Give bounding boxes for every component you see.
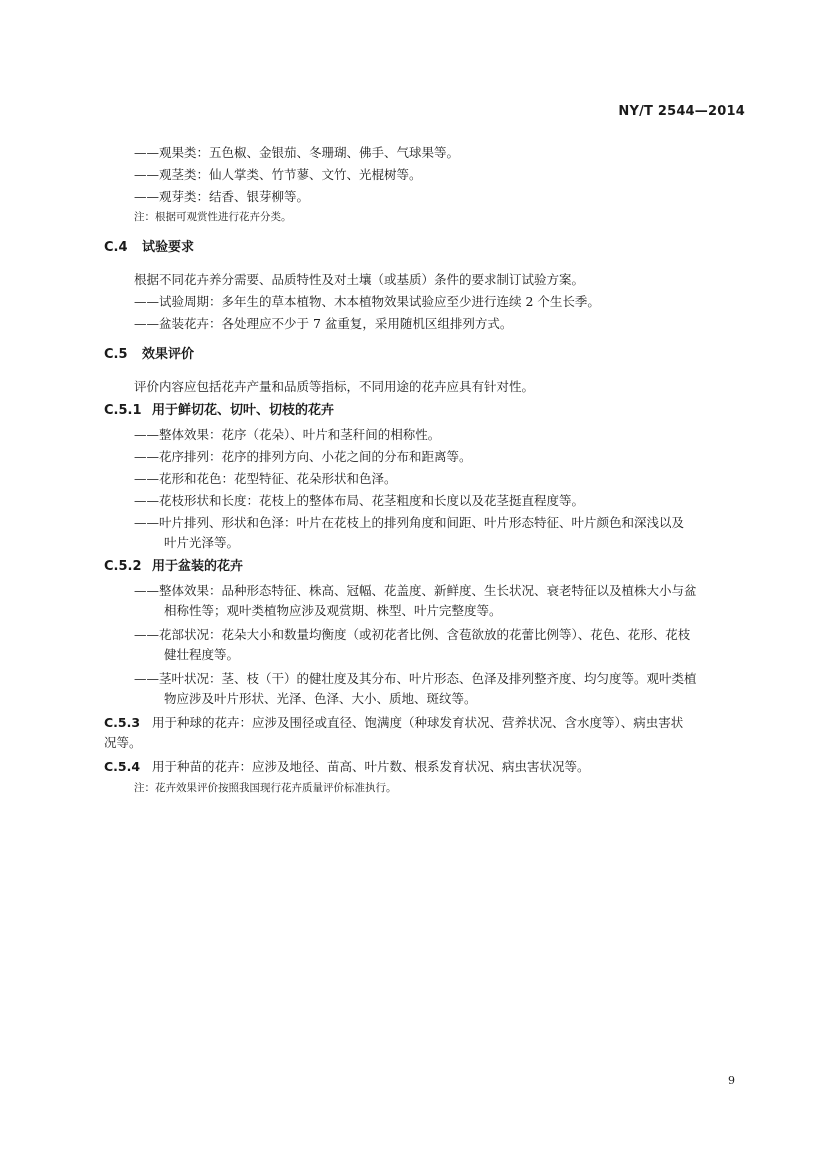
section-text: 用于种球的花卉：应涉及围径或直径、饱满度（种球发育状况、营养状况、含水度等）、病虫害状 (152, 715, 684, 730)
list-item: ——试验周期：多年生的草本植物、木本植物效果试验应至少进行连续 2 个生长季。 (134, 294, 600, 309)
section-title: 试验要求 (142, 240, 195, 255)
note: 注：根据可观赏性进行花卉分类。 (134, 211, 292, 223)
section-heading-c4 (104, 240, 194, 256)
paragraph: 根据不同花卉养分需要、品质特性及对土壤（或基质）条件的要求制订试验方案。 (134, 272, 585, 287)
list-item: ——茎叶状况：茎、枝（干）的健壮度及其分布、叶片形态、色泽及排列整齐度、均匀度等。观叶类植 (134, 671, 697, 686)
list-item: ——整体效果：花序（花朵）、叶片和茎秆间的相称性。 (134, 427, 441, 442)
section-number: C.5.3 (104, 715, 141, 730)
list-item: ——花序排列：花序的排列方向、小花之间的分布和距离等。 (134, 449, 472, 464)
list-item: ——观果类：五色椒、金银茄、冬珊瑚、佛手、气球果等。 (134, 145, 460, 160)
list-item: ——花部状况：花朵大小和数量均衡度（或初花者比例、含苞欲放的花蕾比例等）、花色、花形、花枝 (134, 627, 691, 642)
section-number: C.5.4 (104, 759, 141, 774)
note: 注：花卉效果评价按照我国现行花卉质量评价标准执行。 (134, 782, 397, 794)
list-item: ——叶片排列、形状和色泽：叶片在花枝上的排列角度和间距、叶片形态特征、叶片颜色和深浅以及 (134, 515, 685, 530)
paragraph: 评价内容应包括花卉产量和品质等指标，不同用途的花卉应具有针对性。 (134, 379, 535, 394)
list-item: ——观芽类：结香、银芽柳等。 (134, 189, 310, 204)
section-text: 用于种苗的花卉：应涉及地径、苗高、叶片数、根系发育状况、病虫害状况等。 (152, 759, 590, 774)
section-number: C.4 (104, 240, 128, 255)
list-item-continuation: 健壮程度等。 (164, 647, 240, 662)
section-heading-c5 (104, 347, 194, 363)
list-item-continuation: 物应涉及叶片形状、光泽、色泽、大小、质地、斑纹等。 (164, 691, 477, 706)
list-item: ——花枝形状和长度：花枝上的整体布局、花茎粗度和长度以及花茎挺直程度等。 (134, 493, 585, 508)
list-item: ——盆装花卉：各处理应不少于 7 盆重复，采用随机区组排列方式。 (134, 316, 513, 331)
section-title: 用于鲜切花、切叶、切枝的花卉 (152, 403, 335, 418)
list-item-continuation: 相称性等；观叶类植物应涉及观赏期、株型、叶片完整度等。 (164, 603, 502, 618)
list-item-continuation: 叶片光泽等。 (164, 535, 240, 550)
section-heading-c52 (104, 559, 243, 575)
section-number: C.5 (104, 347, 128, 362)
section-c54 (104, 759, 590, 775)
section-heading-c51 (104, 403, 334, 419)
section-number: C.5.2 (104, 559, 142, 574)
section-title: 效果评价 (142, 347, 195, 362)
page-number: 9 (728, 1074, 735, 1087)
section-title: 用于盆装的花卉 (152, 559, 244, 574)
list-item: ——整体效果：品种形态特征、株高、冠幅、花盖度、新鲜度、生长状况、衰老特征以及植株大小与盆 (134, 583, 697, 598)
list-item: ——花形和花色：花型特征、花朵形状和色泽。 (134, 471, 397, 486)
document-code: NY/T 2544—2014 (618, 104, 745, 119)
section-number: C.5.1 (104, 403, 142, 418)
section-c53 (104, 715, 683, 731)
section-text-continuation: 况等。 (104, 735, 142, 750)
list-item: ——观茎类：仙人掌类、竹节蓼、文竹、光棍树等。 (134, 167, 422, 182)
